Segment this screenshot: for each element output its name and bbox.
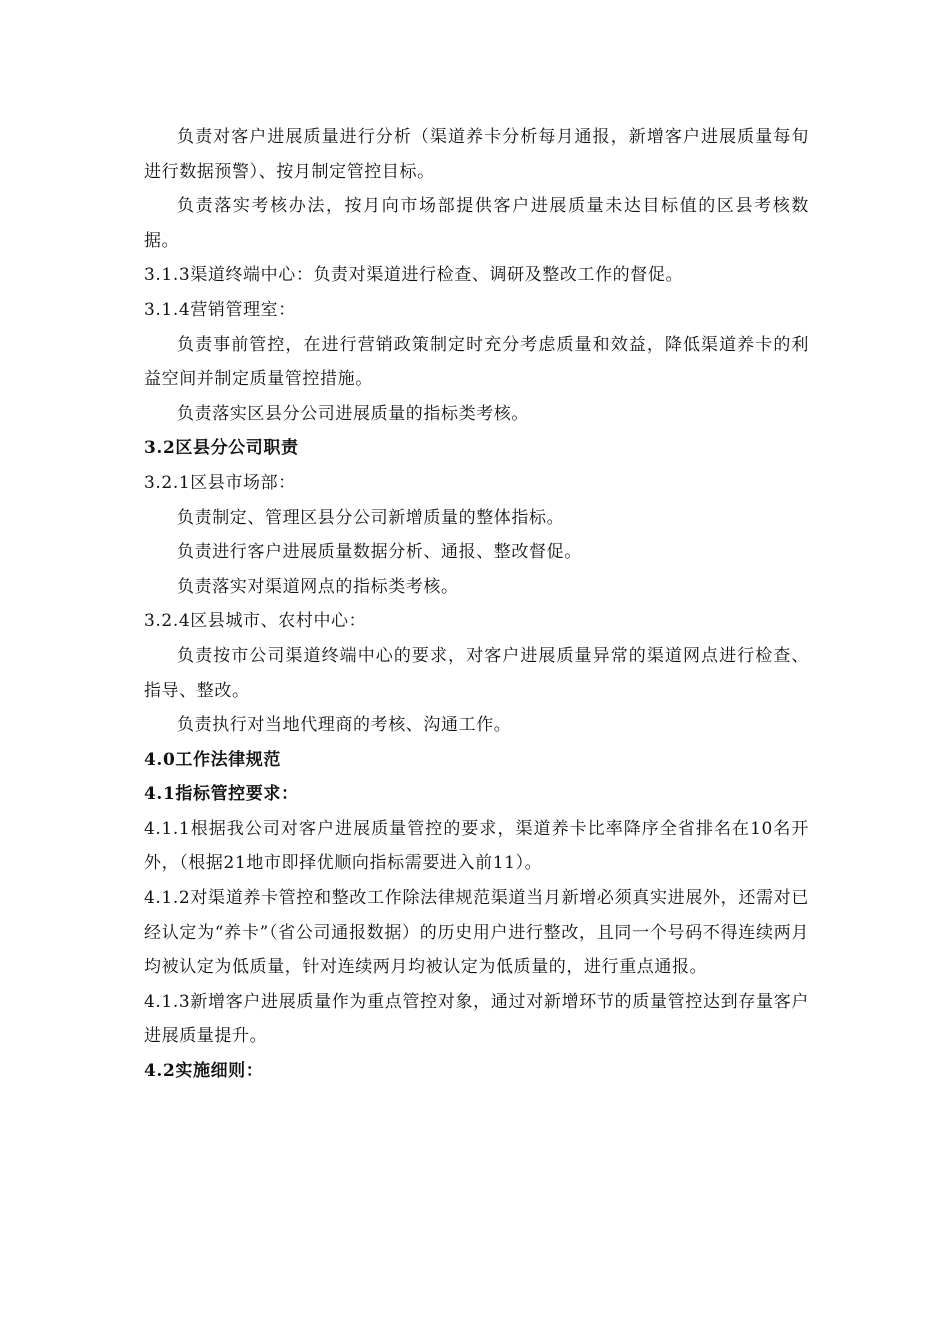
paragraph-data-analysis: 负责进行客户进展质量数据分析、通报、整改督促。 — [177, 542, 582, 563]
section-3-1-3: 3.1.3渠道终端中心：负责对渠道进行检查、调研及整改工作的督促。 — [144, 265, 684, 286]
document-body — [144, 120, 809, 1089]
section-3-2-4: 3.2.4区县城市、农村中心： — [144, 611, 367, 632]
section-4-1-3: 4.1.3新增客户进展质量作为重点管控对象，通过对新增环节的质量管控达到存量客户进展质量提升。 — [144, 991, 809, 1047]
section-4-1-2: 4.1.2对渠道养卡管控和整改工作除法律规范渠道当月新增必须真实进展外，还需对已经认定为“养卡”（省公司通报数据）的历史用户进行整改，且同一个号码不得连续两月均被认定为低质量，针对连续两月均被认定为低质量的，进行重点通报。 — [144, 888, 809, 978]
heading-3-2: 3.2区县分公司职责 — [144, 438, 299, 459]
paragraph-agent-assessment: 负责执行对当地代理商的考核、沟通工作。 — [177, 715, 512, 736]
paragraph-pre-control: 负责事前管控，在进行营销政策制定时充分考虑质量和效益，降低渠道养卡的利益空间并制定质量管控措施。 — [144, 334, 809, 390]
paragraph-outlet-assessment: 负责落实对渠道网点的指标类考核。 — [177, 576, 459, 597]
paragraph-analysis: 负责对客户进展质量进行分析（渠道养卡分析每月通报，新增客户进展质量每旬进行数据预警）、按月制定管控目标。 — [144, 127, 809, 182]
paragraph-indicator-assessment: 负责落实区县分公司进展质量的指标类考核。 — [177, 403, 529, 424]
paragraph-assessment: 负责落实考核办法，按月向市场部提供客户进展质量未达目标值的区县考核数据。 — [144, 196, 809, 251]
heading-4-0: 4.0工作法律规范 — [144, 749, 281, 770]
heading-4-2: 4.2实施细则： — [144, 1061, 264, 1082]
paragraph-inspection: 负责按市公司渠道终端中心的要求，对客户进展质量异常的渠道网点进行检查、指导、整改。 — [144, 645, 809, 701]
section-3-2-1: 3.2.1区县市场部： — [144, 472, 296, 493]
section-3-1-4: 3.1.4营销管理室： — [144, 299, 296, 320]
section-4-1-1: 4.1.1根据我公司对客户进展质量管控的要求，渠道养卡比率降序全省排名在10名开外，（根据21地市即择优顺向指标需要进入前11）。 — [144, 818, 809, 874]
heading-4-1: 4.1指标管控要求： — [144, 784, 299, 805]
paragraph-overall-indicators: 负责制定、管理区县分公司新增质量的整体指标。 — [177, 507, 565, 528]
